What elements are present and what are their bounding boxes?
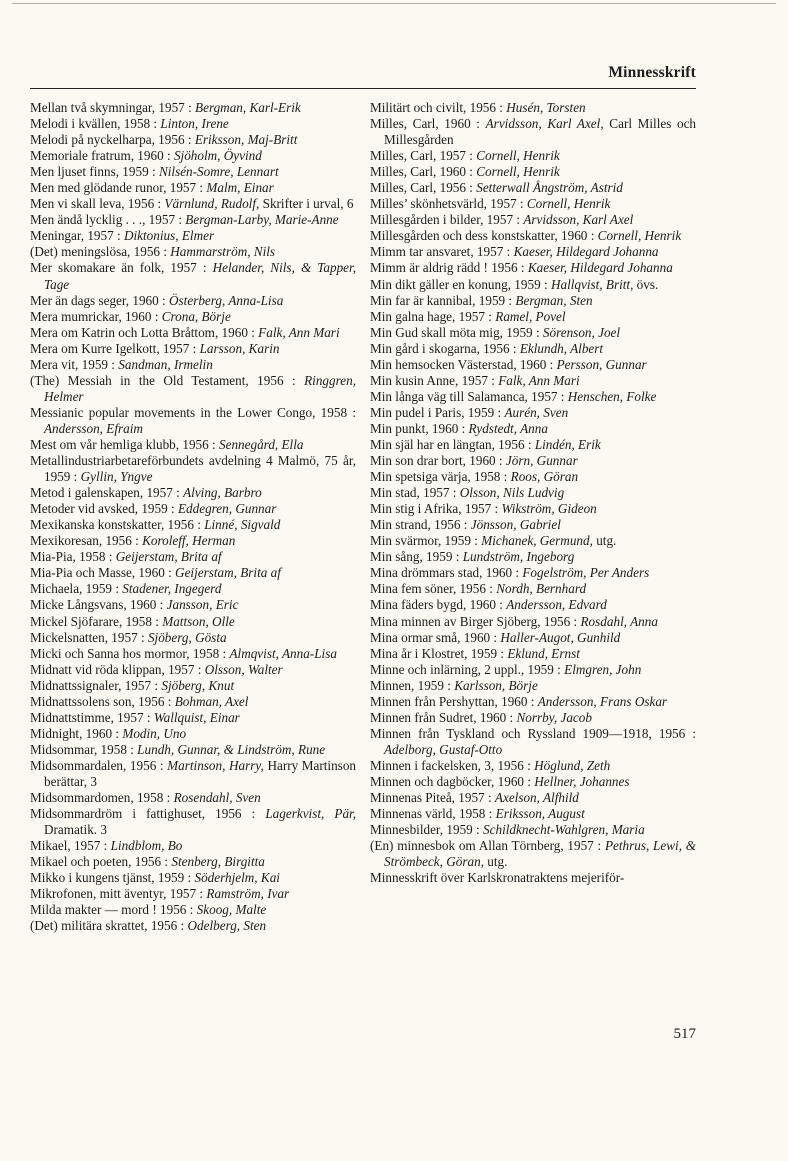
entry-title: Min spetsiga värja, 1958 : — [370, 469, 508, 485]
index-entry — [370, 148, 696, 164]
entry-author: Andersson, Efraim — [44, 420, 143, 436]
entry-author: Kaeser, Hildegard Johanna — [513, 244, 659, 260]
entry-title: Mickel Sjöfarare, 1958 : — [30, 613, 159, 629]
entry-author: Sörenson, Joel — [542, 324, 621, 340]
entry-author: Hellner, Johannes — [534, 773, 630, 789]
index-entry — [370, 870, 696, 886]
entry-author: Mattson, Olle — [162, 613, 235, 629]
entry-title: Milles, Carl, 1960 : — [370, 164, 473, 180]
entry-author: Värnlund, Rudolf, — [164, 196, 260, 212]
index-entry — [30, 726, 356, 742]
entry-title: Millesgården i bilder, 1957 : — [370, 212, 521, 228]
index-entry — [370, 341, 696, 357]
entry-title: Min sång, 1959 : — [370, 549, 460, 565]
index-entry — [30, 437, 356, 453]
index-entry — [30, 838, 356, 854]
entry-title: Mina år i Klostret, 1959 : — [370, 645, 505, 661]
entry-author: Bergman, Sten — [515, 292, 593, 308]
index-entry — [30, 758, 356, 790]
entry-author: Olsson, Walter — [204, 661, 283, 677]
entry-title: Minnesbilder, 1959 : — [370, 822, 480, 838]
entry-title: Mina fäders bygd, 1960 : — [370, 597, 503, 613]
entry-title: Melodi i kvällen, 1958 : — [30, 116, 158, 132]
index-entry — [370, 277, 696, 293]
entry-title: Micki och Sanna hos mormor, 1958 : — [30, 645, 227, 661]
index-entry — [30, 662, 356, 678]
index-entry — [370, 533, 696, 549]
entry-author: Ramel, Povel — [495, 308, 566, 324]
entry-author: Bergman-Larby, Marie-Anne — [185, 212, 339, 228]
entry-title: Min galna hage, 1957 : — [370, 308, 492, 324]
index-entry — [30, 293, 356, 309]
entry-title: Min hemsocken Västerstad, 1960 : — [370, 356, 554, 372]
entry-title: Midnattstimme, 1957 : — [30, 709, 151, 725]
right-column — [370, 100, 696, 886]
entry-title: (The) Messiah in the Old Testament, 1956 : — [30, 372, 296, 388]
index-entry — [30, 373, 356, 405]
entry-author: Lundh, Gunnar, & Lindström, Rune — [137, 741, 326, 757]
entry-author: Rydstedt, Anna — [468, 420, 548, 436]
entry-title: Mexikoresan, 1956 : — [30, 533, 139, 549]
entry-title: (Det) meningslösa, 1956 : — [30, 244, 167, 260]
entry-note: utg. — [487, 854, 508, 870]
entry-title: Mina ormar små, 1960 : — [370, 629, 498, 645]
entry-author: Hammarström, Nils — [170, 244, 276, 260]
entry-author: Martinson, Harry, — [167, 757, 264, 773]
entry-author: Falk, Ann Mari — [498, 372, 580, 388]
index-entry — [370, 630, 696, 646]
index-entry — [370, 549, 696, 565]
entry-title: Mera om Kurre Igelkott, 1957 : — [30, 340, 197, 356]
entry-author: Jansson, Eric — [166, 597, 239, 613]
entry-author: Arvidsson, Karl Axel — [523, 212, 634, 228]
index-entry — [30, 405, 356, 437]
entry-title: Mia-Pia och Masse, 1960 : — [30, 565, 172, 581]
entry-author: Fogelström, Per Anders — [522, 565, 650, 581]
entry-title: Midsommar, 1958 : — [30, 741, 134, 757]
index-entry — [370, 196, 696, 212]
entry-title: Mera om Katrin och Lotta Bråttom, 1960 : — [30, 324, 255, 340]
entry-title: Midsommardalen, 1956 : — [30, 757, 164, 773]
entry-author: Olsson, Nils Ludvig — [459, 485, 565, 501]
entry-author: Österberg, Anna-Lisa — [169, 292, 284, 308]
entry-author: Kaeser, Hildegard Johanna — [527, 260, 673, 276]
entry-title: Midsommardröm i fattighuset, 1956 : — [30, 806, 256, 822]
entry-author: Sandman, Irmelin — [118, 356, 213, 372]
index-entry — [30, 597, 356, 613]
entry-author: Eriksson, August — [495, 806, 585, 822]
entry-author: Malm, Einar — [206, 180, 274, 196]
index-entry — [30, 694, 356, 710]
index-entry — [370, 517, 696, 533]
index-entry — [30, 533, 356, 549]
entry-author: Michanek, Germund, — [481, 533, 593, 549]
entry-title: Minnen i fackelsken, 3, 1956 : — [370, 757, 531, 773]
index-entry — [370, 678, 696, 694]
entry-title: Min själ har en längtan, 1956 : — [370, 436, 532, 452]
entry-title: Millesgården och dess konstskatter, 1960 : — [370, 228, 595, 244]
entry-author: Skoog, Malte — [196, 902, 267, 918]
entry-title: Mexikanska konstskatter, 1956 : — [30, 517, 201, 533]
page-number: 517 — [673, 1026, 696, 1042]
top-edge-rule — [12, 3, 776, 4]
entry-title: Min son drar bort, 1960 : — [370, 453, 503, 469]
entry-author: Eklund, Ernst — [507, 645, 580, 661]
entry-title: Minne och inlärning, 2 uppl., 1959 : — [370, 661, 561, 677]
entry-author: Hallqvist, Britt, — [550, 276, 634, 292]
entry-title: Milles, Carl, 1960 : — [370, 116, 480, 132]
index-entry — [30, 790, 356, 806]
entry-title: Mickelsnatten, 1957 : — [30, 629, 145, 645]
index-entry — [30, 918, 356, 934]
index-entry — [30, 100, 356, 116]
index-entry — [370, 421, 696, 437]
entry-title: Min punkt, 1960 : — [370, 420, 466, 436]
index-entry — [30, 517, 356, 533]
index-entry — [30, 806, 356, 838]
entry-title: Minnen från Tyskland och Ryssland 1909—1918, 1956 : — [370, 725, 696, 741]
index-entry — [30, 630, 356, 646]
index-entry — [370, 100, 696, 116]
entry-title: Min dikt gäller en konung, 1959 : — [370, 276, 548, 292]
index-entry — [370, 758, 696, 774]
entry-author: Modin, Uno — [122, 725, 187, 741]
entry-title: Militärt och civilt, 1956 : — [370, 100, 503, 115]
entry-title: Mer skomakare än folk, 1957 : — [30, 260, 207, 276]
index-entry — [370, 228, 696, 244]
index-entry — [370, 309, 696, 325]
index-entry — [370, 212, 696, 228]
entry-author: Andersson, Edvard — [506, 597, 607, 613]
index-entry — [370, 646, 696, 662]
entry-author: Axelson, Alfhild — [494, 790, 579, 806]
index-entry — [30, 742, 356, 758]
entry-author: Setterwall Ångström, Astrid — [476, 180, 623, 196]
index-entry — [30, 581, 356, 597]
index-entry — [370, 485, 696, 501]
index-entry — [30, 501, 356, 517]
entry-author: Pethrus, Lewi, & Strömbeck, Göran, — [384, 838, 697, 870]
index-entry — [370, 774, 696, 790]
entry-title: Min stig i Afrika, 1957 : — [370, 501, 499, 517]
index-entry — [370, 116, 696, 148]
entry-author: Geijerstam, Brita af — [115, 549, 222, 565]
entry-title: Min kusin Anne, 1957 : — [370, 372, 495, 388]
index-entry — [370, 325, 696, 341]
entry-title: Minnesskrift över Karlskronatraktens mejeriför- — [370, 870, 625, 886]
entry-title: Metallindustriarbetareförbundets avdelning 4 Malmö, 75 år, 1959 : — [30, 453, 356, 485]
entry-note: Skrifter i urval, 6 — [262, 196, 354, 212]
entry-author: Stadener, Ingegerd — [122, 581, 222, 597]
entry-author: Andersson, Frans Oskar — [537, 693, 668, 709]
index-entry — [370, 822, 696, 838]
entry-title: Mia-Pia, 1958 : — [30, 549, 113, 565]
entry-author: Helander, Nils, & Tapper, Tage — [44, 260, 356, 292]
entry-author: Ringgren, Helmer — [44, 372, 356, 404]
index-entry — [30, 710, 356, 726]
entry-title: Milles, Carl, 1956 : — [370, 180, 473, 196]
index-entry — [370, 389, 696, 405]
index-entry — [370, 373, 696, 389]
index-entry — [30, 325, 356, 341]
index-entry — [370, 597, 696, 613]
index-entry — [30, 132, 356, 148]
index-entry — [30, 646, 356, 662]
entry-title: Minnenas värld, 1958 : — [370, 806, 493, 822]
entry-author: Koroleff, Herman — [142, 533, 236, 549]
entry-author: Schildknecht-Wahlgren, Maria — [483, 822, 645, 838]
entry-author: Larsson, Karin — [199, 340, 280, 356]
entry-title: Mera mumrickar, 1960 : — [30, 308, 159, 324]
entry-author: Linton, Irene — [160, 116, 229, 132]
index-entry — [370, 293, 696, 309]
entry-author: Jörn, Gunnar — [505, 453, 578, 469]
entry-title: Min gård i skogarna, 1956 : — [370, 340, 517, 356]
entry-author: Arvidsson, Karl Axel, — [485, 116, 604, 132]
index-entry — [30, 148, 356, 164]
left-column — [30, 100, 356, 934]
entry-title: Mest om vår hemliga klubb, 1956 : — [30, 436, 216, 452]
index-entry — [370, 838, 696, 870]
index-entry — [370, 694, 696, 710]
index-entry — [30, 228, 356, 244]
entry-title: Mikko i kungens tjänst, 1959 : — [30, 870, 192, 886]
index-entry — [30, 870, 356, 886]
index-entry — [370, 453, 696, 469]
index-entry — [370, 790, 696, 806]
index-entry — [30, 357, 356, 373]
entry-title: Minnen från Sudret, 1960 : — [370, 709, 514, 725]
entry-author: Norrby, Jacob — [516, 709, 592, 725]
entry-author: Henschen, Folke — [567, 388, 657, 404]
index-entry — [370, 501, 696, 517]
entry-title: Mikael och poeten, 1956 : — [30, 854, 169, 870]
entry-author: Cornell, Henrik — [476, 164, 560, 180]
entry-title: Milles’ skönhetsvärld, 1957 : — [370, 196, 524, 212]
entry-author: Sjöholm, Öyvind — [173, 148, 262, 164]
entry-author: Ramström, Ivar — [206, 886, 290, 902]
entry-author: Lindblom, Bo — [110, 838, 183, 854]
entry-title: Mer än dags seger, 1960 : — [30, 292, 166, 308]
entry-author: Söderhjelm, Kai — [194, 870, 280, 886]
entry-title: Midnattssolens son, 1956 : — [30, 693, 172, 709]
entry-title: Meningar, 1957 : — [30, 228, 121, 244]
entry-title: Men ändå lycklig . . ., 1957 : — [30, 212, 182, 228]
entry-note: Carl Milles och Millesgården — [384, 116, 697, 148]
entry-author: Crona, Börje — [161, 308, 231, 324]
index-entry — [370, 469, 696, 485]
index-entry — [370, 726, 696, 758]
entry-title: Melodi på nyckelharpa, 1956 : — [30, 132, 192, 148]
index-entry — [30, 854, 356, 870]
entry-title: Min stad, 1957 : — [370, 485, 457, 501]
entry-author: Husén, Torsten — [506, 100, 586, 115]
entry-author: Eklundh, Albert — [519, 340, 604, 356]
entry-author: Nordh, Bernhard — [496, 581, 587, 597]
entry-title: Min strand, 1956 : — [370, 517, 468, 533]
index-entry — [370, 565, 696, 581]
running-head: Minnesskrift — [608, 64, 696, 81]
entry-title: Min långa väg till Salamanca, 1957 : — [370, 388, 565, 404]
entry-author: Persson, Gunnar — [556, 356, 647, 372]
entry-author: Bohman, Axel — [174, 693, 249, 709]
entry-author: Bergman, Karl-Erik — [195, 100, 301, 115]
entry-title: Men ljuset finns, 1959 : — [30, 164, 156, 180]
index-entry — [370, 437, 696, 453]
entry-author: Haller-Augot, Gunhild — [500, 629, 621, 645]
index-entry — [30, 244, 356, 260]
entry-note: Dramatik. 3 — [44, 822, 107, 838]
entry-author: Cornell, Henrik — [526, 196, 611, 212]
index-entry — [30, 196, 356, 212]
entry-title: Milda makter — mord ! 1956 : — [30, 902, 194, 918]
entry-author: Lindén, Erik — [534, 436, 601, 452]
entry-title: Mimm är aldrig rädd ! 1956 : — [370, 260, 525, 276]
entry-author: Eriksson, Maj-Britt — [194, 132, 298, 148]
entry-title: Mellan två skymningar, 1957 : — [30, 100, 192, 115]
entry-title: Michaela, 1959 : — [30, 581, 119, 597]
index-entry — [370, 614, 696, 630]
entry-title: Metod i galenskapen, 1957 : — [30, 485, 180, 501]
entry-title: Mina minnen av Birger Sjöberg, 1956 : — [370, 613, 578, 629]
index-entry — [30, 309, 356, 325]
index-entry — [30, 485, 356, 501]
entry-author: Eddegren, Gunnar — [177, 501, 277, 517]
entry-title: Messianic popular movements in the Lower Congo, 1958 : — [30, 404, 356, 420]
header-rule — [30, 88, 696, 89]
index-entry — [30, 614, 356, 630]
index-entry — [370, 357, 696, 373]
entry-author: Cornell, Henrik — [476, 148, 560, 164]
entry-title: Minnen, 1959 : — [370, 677, 451, 693]
entry-title: Mimm tar ansvaret, 1957 : — [370, 244, 511, 260]
entry-title: Minnenas Piteå, 1957 : — [370, 790, 492, 806]
index-entry — [370, 180, 696, 196]
index-entry — [370, 662, 696, 678]
entry-title: Memoriale fratrum, 1960 : — [30, 148, 171, 164]
entry-author: Odelberg, Sten — [187, 918, 267, 934]
entry-note: övs. — [636, 276, 659, 292]
entry-title: Mikael, 1957 : — [30, 838, 108, 854]
entry-title: Midnatt vid röda klippan, 1957 : — [30, 661, 202, 677]
entry-author: Höglund, Zeth — [534, 757, 611, 773]
entry-author: Falk, Ann Mari — [258, 324, 340, 340]
entry-author: Gyllin, Yngve — [80, 469, 153, 485]
entry-author: Wikström, Gideon — [501, 501, 597, 517]
entry-author: Linné, Sigvald — [204, 517, 281, 533]
index-entry — [30, 565, 356, 581]
index-entry — [370, 164, 696, 180]
index-entry — [30, 116, 356, 132]
entry-author: Elmgren, John — [564, 661, 642, 677]
entry-title: Midnattssignaler, 1957 : — [30, 677, 159, 693]
index-entry — [30, 212, 356, 228]
entry-title: Minnen och dagböcker, 1960 : — [370, 773, 531, 789]
entry-author: Rosdahl, Anna — [580, 613, 658, 629]
entry-title: Min svärmor, 1959 : — [370, 533, 478, 549]
entry-author: Adelborg, Gustaf-Otto — [384, 741, 503, 757]
entry-note: Harry Martinson berättar, 3 — [44, 757, 357, 789]
index-entry — [30, 902, 356, 918]
entry-author: Sjöberg, Gösta — [147, 629, 227, 645]
entry-author: Wallquist, Einar — [153, 709, 240, 725]
entry-title: Milles, Carl, 1957 : — [370, 148, 473, 164]
entry-title: Men med glödande runor, 1957 : — [30, 180, 204, 196]
entry-title: (Det) militära skrattet, 1956 : — [30, 918, 185, 934]
entry-note: utg. — [596, 533, 617, 549]
entry-title: Metoder vid avsked, 1959 : — [30, 501, 175, 517]
entry-author: Stenberg, Birgitta — [171, 854, 265, 870]
entry-author: Geijerstam, Brita af — [175, 565, 281, 581]
entry-title: Minnen från Pershyttan, 1960 : — [370, 693, 535, 709]
entry-title: Midsommardomen, 1958 : — [30, 790, 171, 806]
index-entry — [370, 710, 696, 726]
entry-title: Min pudel i Paris, 1959 : — [370, 404, 502, 420]
index-entry — [30, 453, 356, 485]
entry-author: Rosendahl, Sven — [173, 790, 261, 806]
entry-author: Nilsén-Somre, Lennart — [158, 164, 279, 180]
entry-title: Mina drömmars stad, 1960 : — [370, 565, 520, 581]
index-entry — [30, 549, 356, 565]
entry-author: Sjöberg, Knut — [161, 677, 235, 693]
entry-author: Cornell, Henrik — [597, 228, 682, 244]
index-entry — [30, 886, 356, 902]
entry-title: Mera vit, 1959 : — [30, 356, 115, 372]
index-entry — [30, 164, 356, 180]
entry-title: Mina fem söner, 1956 : — [370, 581, 493, 597]
index-entry — [30, 180, 356, 196]
index-entry — [370, 581, 696, 597]
entry-author: Aurén, Sven — [504, 404, 569, 420]
entry-title: Micke Långsvans, 1960 : — [30, 597, 164, 613]
index-entry — [30, 341, 356, 357]
index-entry — [30, 260, 356, 292]
entry-author: Lundström, Ingeborg — [462, 549, 575, 565]
entry-title: Min far är kannibal, 1959 : — [370, 292, 513, 308]
entry-title: (En) minnesbok om Allan Törnberg, 1957 : — [370, 838, 602, 854]
entry-author: Lagerkvist, Pär, — [265, 806, 356, 822]
index-entry — [370, 260, 696, 276]
index-entry — [370, 806, 696, 822]
entry-author: Roos, Göran — [510, 469, 579, 485]
index-entry — [370, 244, 696, 260]
entry-title: Men vi skall leva, 1956 : — [30, 196, 162, 212]
entry-author: Karlsson, Börje — [454, 677, 538, 693]
entry-author: Alving, Barbro — [183, 485, 262, 501]
index-entry — [370, 405, 696, 421]
entry-title: Midnight, 1960 : — [30, 725, 120, 741]
entry-title: Min Gud skall möta mig, 1959 : — [370, 324, 540, 340]
entry-author: Sennegård, Ella — [219, 436, 304, 452]
entry-author: Jönsson, Gabriel — [470, 517, 561, 533]
entry-title: Mikrofonen, mitt äventyr, 1957 : — [30, 886, 204, 902]
index-entry — [30, 678, 356, 694]
entry-author: Almqvist, Anna-Lisa — [229, 645, 337, 661]
entry-author: Diktonius, Elmer — [123, 228, 215, 244]
